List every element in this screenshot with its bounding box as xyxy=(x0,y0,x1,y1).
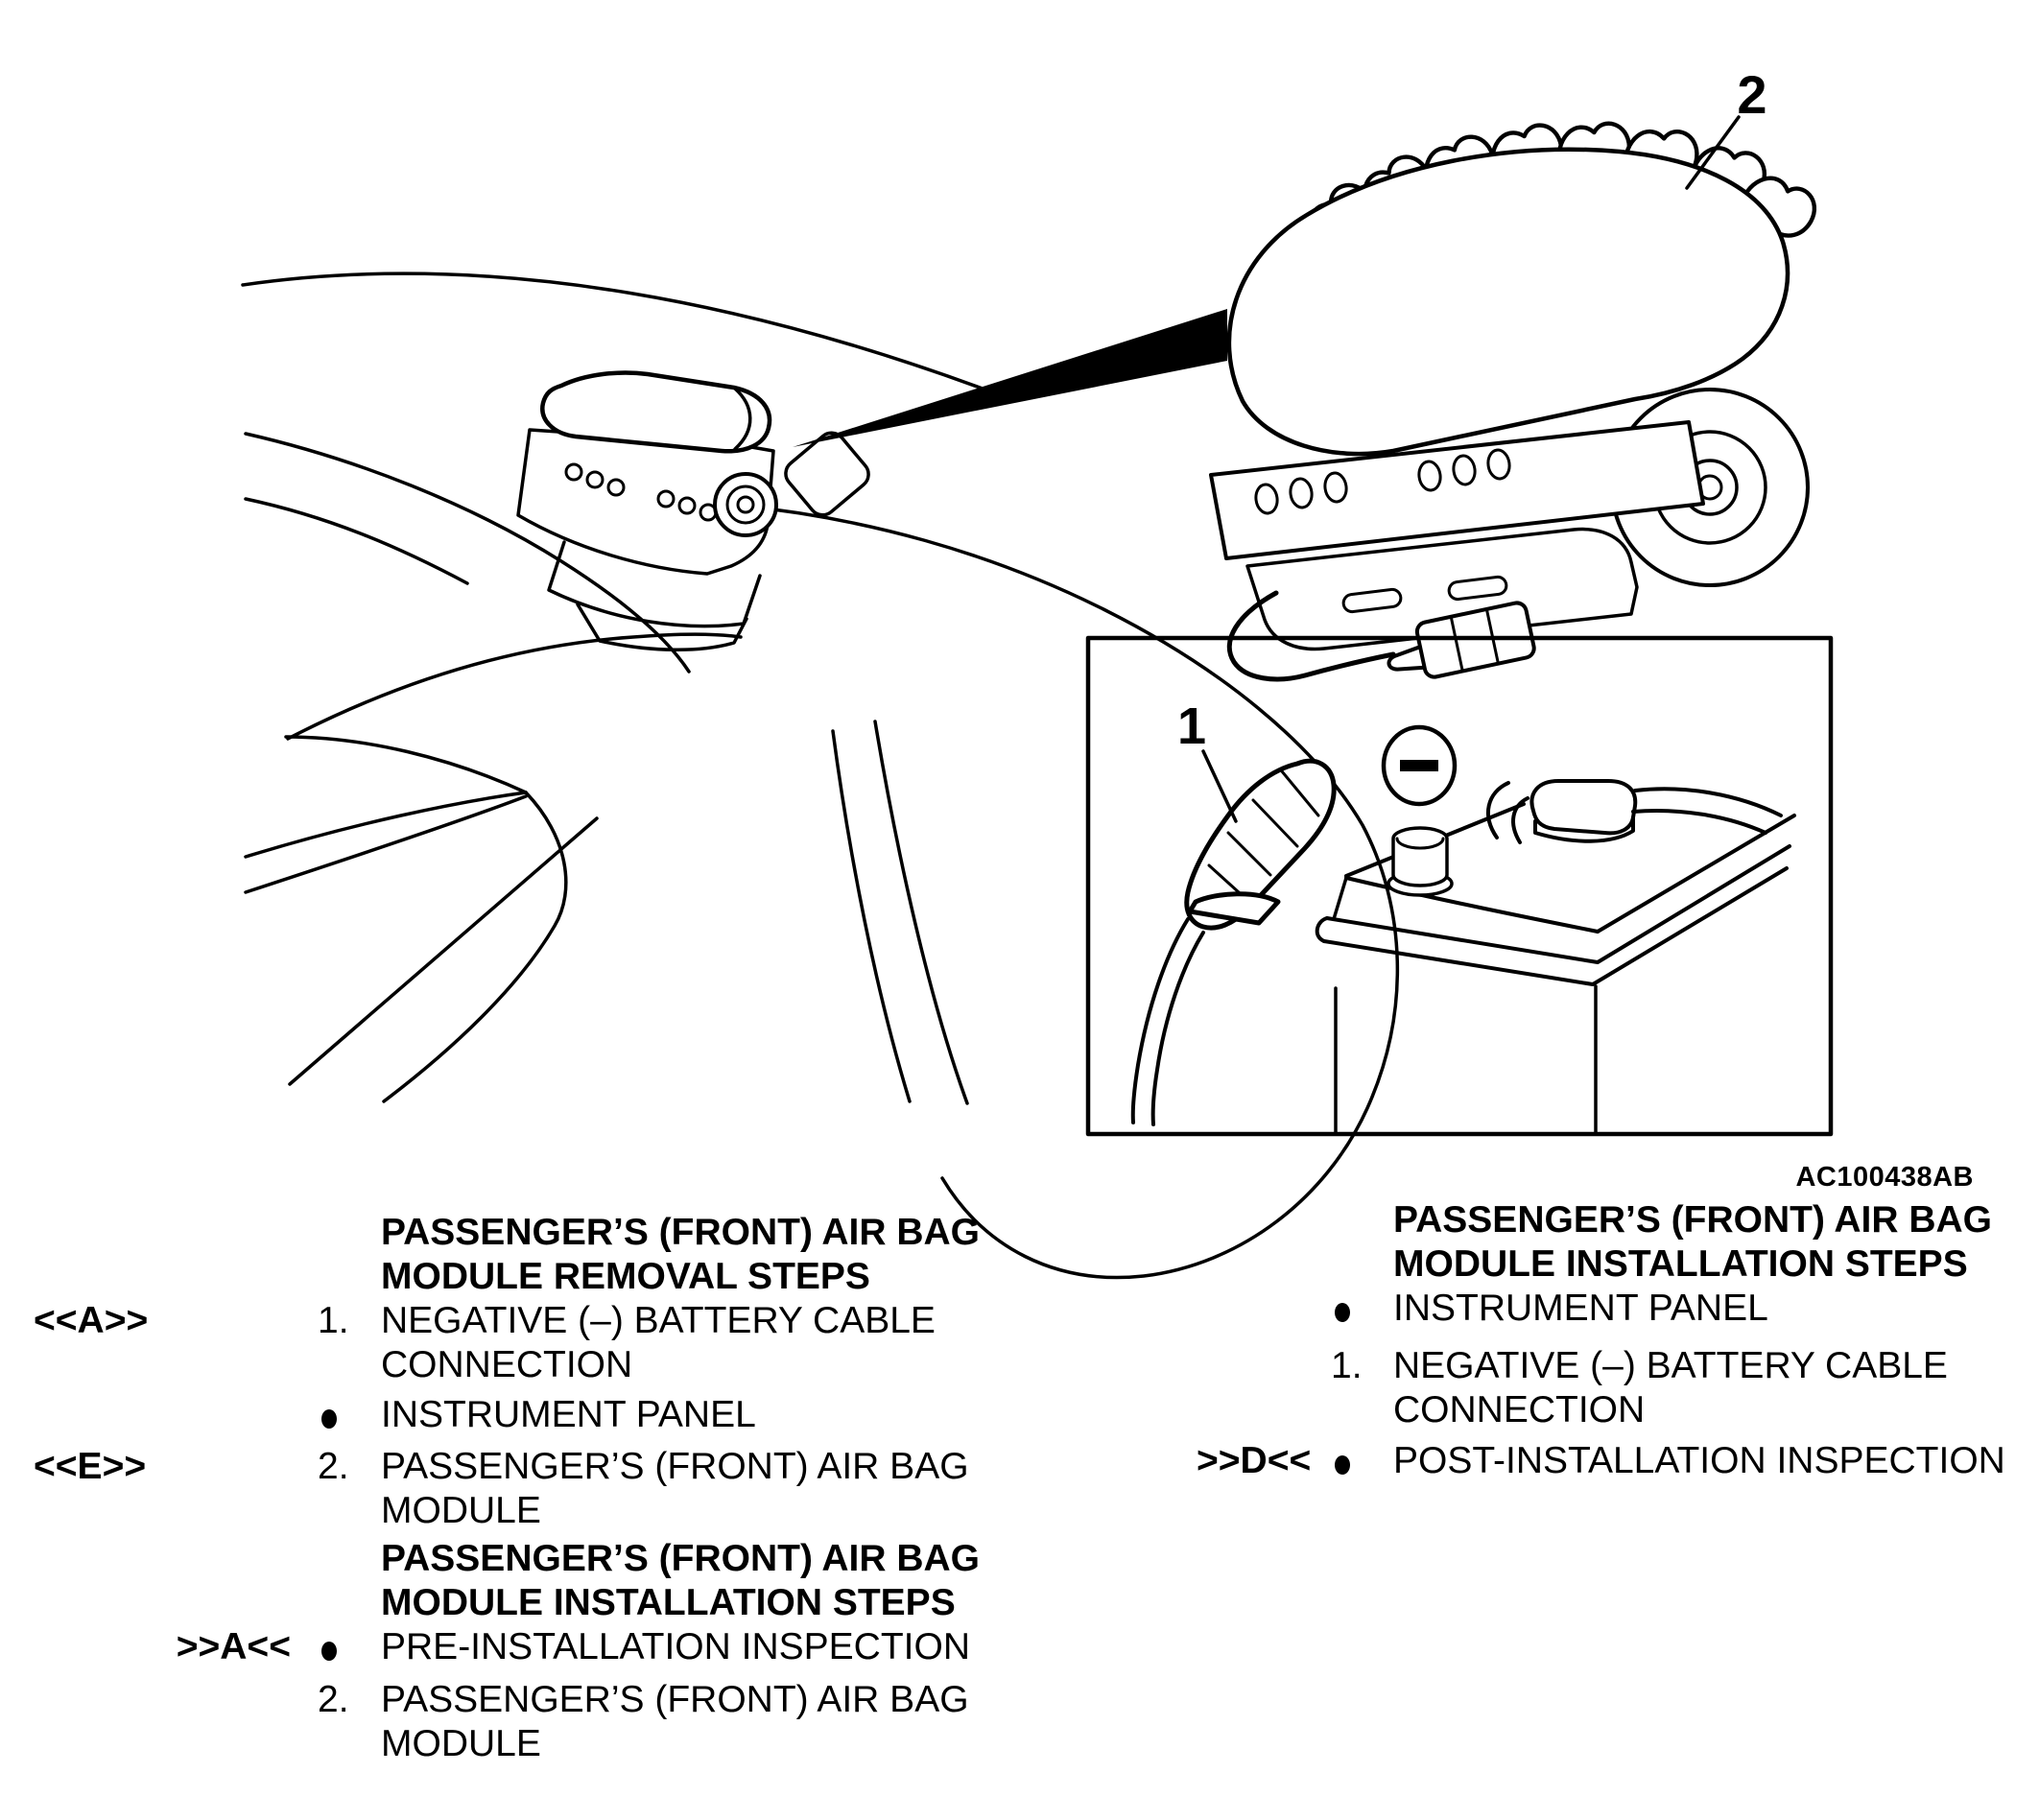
zoom-arrow xyxy=(793,309,1227,447)
step-text: INSTRUMENT PANEL xyxy=(381,1394,756,1435)
step-marker: >>A<< xyxy=(176,1626,291,1667)
removal-steps-title-row xyxy=(34,1211,1005,1299)
negative-post xyxy=(1388,828,1452,895)
step-row xyxy=(1197,1344,2039,1432)
removal-steps-column xyxy=(34,1211,1005,1766)
step-text: NEGATIVE (–) BATTERY CABLE CONNECTION xyxy=(1393,1345,1948,1430)
installation-steps-title: PASSENGER’S (FRONT) AIR BAG MODULE INSTALLATION STEPS xyxy=(381,1538,981,1623)
installation-steps-title: PASSENGER’S (FRONT) AIR BAG MODULE INSTALLATION STEPS xyxy=(1393,1199,1993,1285)
minus-terminal-icon xyxy=(1384,727,1455,804)
step-number: 1. xyxy=(318,1300,349,1341)
step-row xyxy=(34,1299,1005,1387)
step-marker: >>D<< xyxy=(1197,1440,1312,1481)
removal-steps-title: PASSENGER’S (FRONT) AIR BAG MODULE REMOVAL STEPS xyxy=(381,1212,981,1297)
airbag-module-in-dash xyxy=(518,373,776,650)
step-row xyxy=(1197,1287,2039,1333)
dash-sensor-grille xyxy=(780,428,874,521)
instrument-panel-drawing xyxy=(243,273,1397,1277)
bullet-icon xyxy=(321,1409,337,1429)
battery-inset xyxy=(1088,638,1831,1134)
positive-cable-end xyxy=(1488,781,1781,842)
step-text: POST-INSTALLATION INSPECTION xyxy=(1393,1440,2005,1481)
step-row xyxy=(34,1445,1005,1533)
installation-steps-title-row xyxy=(1197,1198,2039,1287)
battery-drawing xyxy=(1317,781,1794,1132)
step-row xyxy=(34,1393,1005,1439)
step-row xyxy=(34,1625,1005,1671)
step-text: PRE-INSTALLATION INSPECTION xyxy=(381,1626,970,1667)
callout-battery-cable: 1 xyxy=(1176,697,1207,755)
figure-code: AC100438AB xyxy=(1795,1162,1974,1193)
bullet-icon xyxy=(1335,1303,1350,1322)
airbag-module-enlarged xyxy=(1211,64,1823,686)
step-number: 2. xyxy=(318,1446,349,1487)
step-text: PASSENGER’S (FRONT) AIR BAG MODULE xyxy=(381,1446,969,1531)
step-number: 2. xyxy=(318,1679,349,1720)
step-number: 1. xyxy=(1331,1345,1363,1386)
step-text: PASSENGER’S (FRONT) AIR BAG MODULE xyxy=(381,1679,969,1764)
step-marker: <<A>> xyxy=(34,1300,149,1341)
step-text: NEGATIVE (–) BATTERY CABLE CONNECTION xyxy=(381,1300,936,1385)
step-row xyxy=(1197,1439,2039,1485)
step-text: INSTRUMENT PANEL xyxy=(1393,1288,1768,1329)
installation-steps-column xyxy=(1197,1198,2039,1485)
bullet-icon xyxy=(1335,1455,1350,1475)
step-row xyxy=(34,1678,1005,1766)
step-marker: <<E>> xyxy=(34,1446,147,1487)
callout-1-leader xyxy=(1203,751,1236,821)
callout-airbag-module: 2 xyxy=(1737,64,1767,125)
bullet-icon xyxy=(321,1642,337,1661)
installation-steps-title-row xyxy=(34,1537,1005,1625)
